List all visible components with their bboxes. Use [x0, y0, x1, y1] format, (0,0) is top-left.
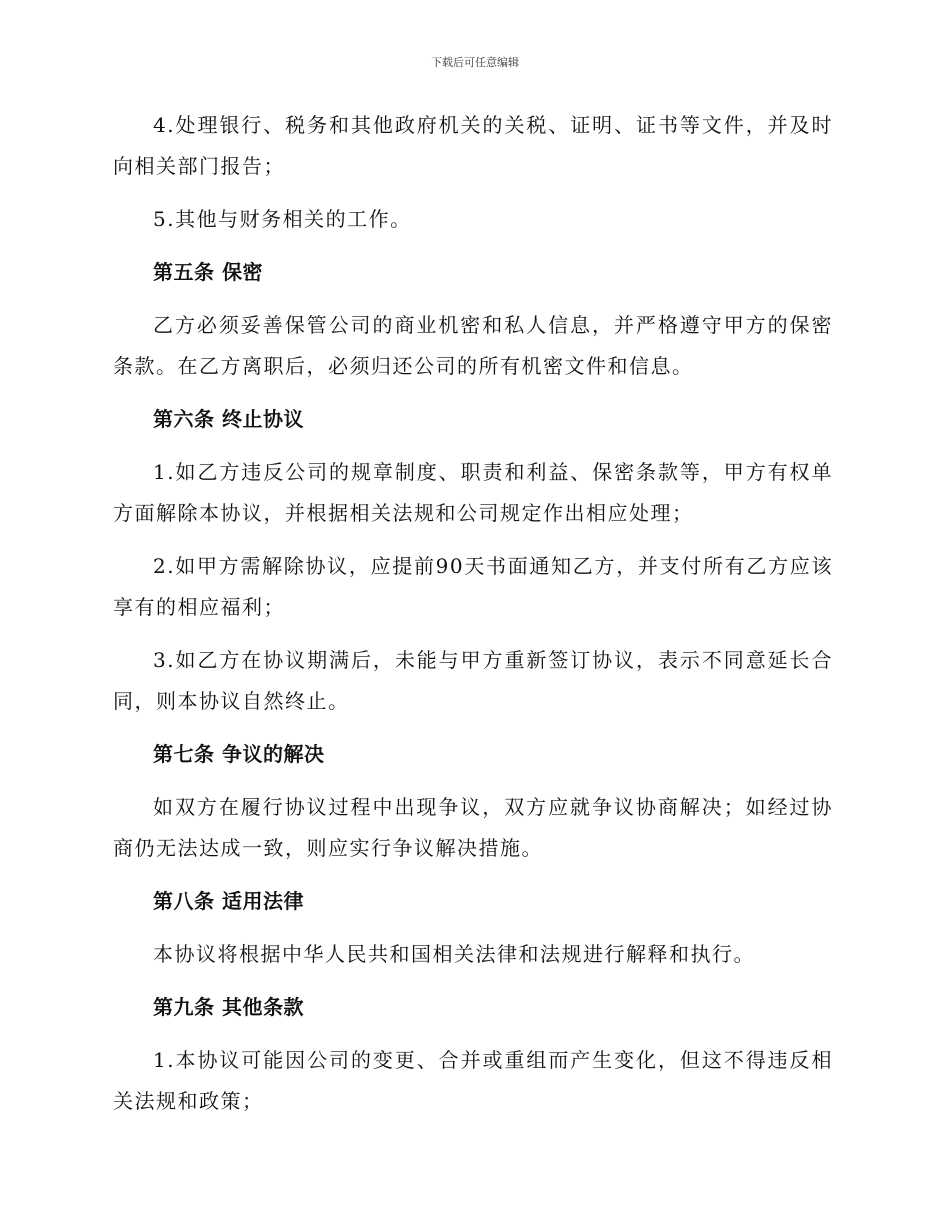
termination-item-3: 3.如乙方在协议期满后，未能与甲方重新签订协议，表示不同意延长合同，则本协议自然终止。: [113, 648, 833, 713]
section-heading-5: 第五条 保密: [153, 260, 263, 284]
other-terms-item-1: 1.本协议可能因公司的变更、合并或重组而产生变化，但这不得违反相关法规和政策；: [113, 1048, 833, 1113]
document-body: [113, 105, 833, 1134]
section-heading-8: 第八条 适用法律: [153, 889, 304, 913]
clause-item-5-other-finance: 5.其他与财务相关的工作。: [153, 207, 412, 231]
dispute-paragraph: 如双方在履行协议过程中出现争议，双方应就争议协商解决；如经过协商仍无法达成一致，则应实行争议解决措施。: [113, 795, 833, 860]
section-heading-9: 第九条 其他条款: [153, 995, 304, 1019]
governing-law-paragraph: 本协议将根据中华人民共和国相关法律和法规进行解释和执行。: [153, 942, 755, 966]
termination-item-2: 2.如甲方需解除协议，应提前90天书面通知乙方，并支付所有乙方应该享有的相应福利；: [113, 554, 833, 619]
page-header: 下载后可任意编辑: [431, 56, 519, 69]
clause-item-4-tax-documents: 4.处理银行、税务和其他政府机关的关税、证明、证书等文件，并及时向相关部门报告；: [113, 113, 833, 178]
confidentiality-paragraph: 乙方必须妥善保管公司的商业机密和私人信息，并严格遵守甲方的保密条款。在乙方离职后，必须归还公司的所有机密文件和信息。: [113, 313, 833, 378]
section-heading-7: 第七条 争议的解决: [153, 742, 325, 766]
termination-item-1: 1.如乙方违反公司的规章制度、职责和利益、保密条款等，甲方有权单方面解除本协议，并根据相关法规和公司规定作出相应处理；: [113, 460, 833, 525]
section-heading-6: 第六条 终止协议: [153, 407, 304, 431]
